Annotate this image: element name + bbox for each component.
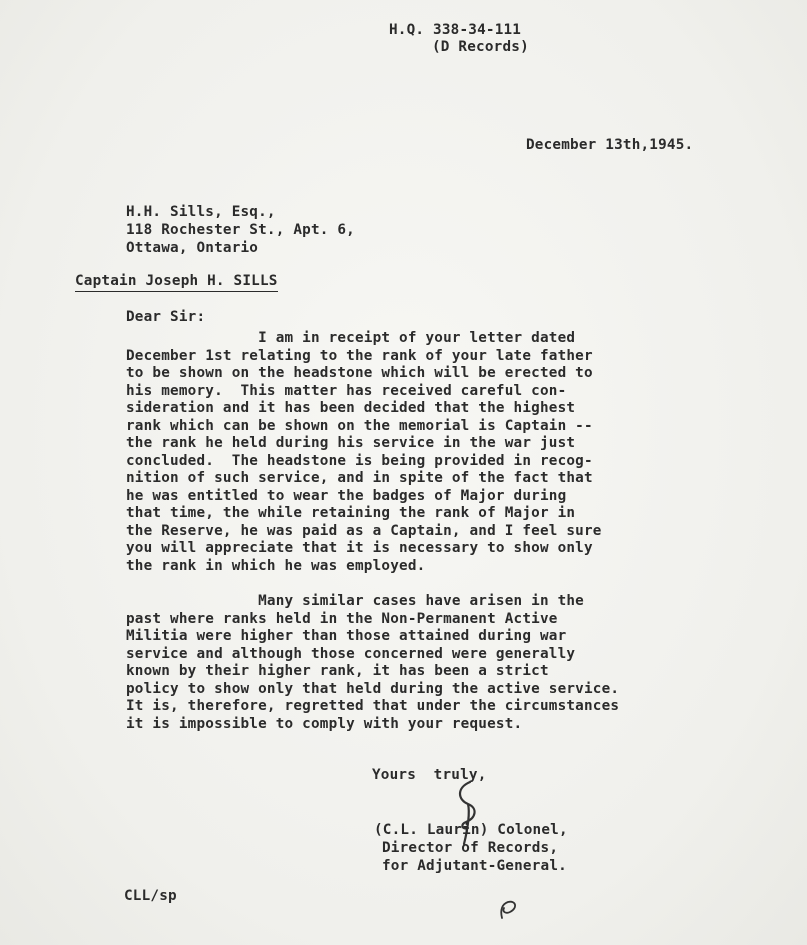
body-paragraph-2 [126,593,726,733]
body-line: that time, the while retaining the rank of Major in [126,505,576,521]
body-line: I am in receipt of your letter dated [126,330,576,346]
letter-date: December 13th,1945. [526,137,694,153]
body-line: known by their higher rank, it has been a strict [126,663,549,679]
signatory-title: Director of Records, [382,840,559,856]
addressee-name: H.H. Sills, Esq., [126,204,276,220]
addressee-street: 118 Rochester St., Apt. 6, [126,222,355,238]
body-paragraph-1 [126,330,726,575]
body-line: sideration and it has been decided that the highest [126,400,576,416]
body-line: policy to show only that held during the active service. [126,680,620,697]
body-line: It is, therefore, regretted that under the circumstances [126,698,620,714]
signatory-name: (C.L. Laurin) Colonel, [374,822,568,838]
salutation: Dear Sir: [126,309,206,325]
body-line: concluded. The headstone is being provided in recog- [126,452,593,469]
body-line: Militia were higher than those attained during war [126,628,567,644]
records-reference: (D Records) [432,39,529,55]
body-line: service and although those concerned were generally [126,645,576,662]
body-line: the Reserve, he was paid as a Captain, and I feel sure [126,522,602,539]
body-line: the rank he held during his service in the war just [126,435,576,451]
handwritten-mark [494,898,524,922]
body-line: nition of such service, and in spite of the fact that [126,470,593,486]
subject-line: Captain Joseph H. SILLS [75,273,278,292]
body-line: past where ranks held in the Non-Permanent Active [126,610,558,627]
body-line: the rank in which he was employed. [126,557,426,574]
signatory-on-behalf: for Adjutant-General. [382,858,567,874]
closing: Yours truly, [372,767,487,783]
body-line: to be shown on the headstone which will be erected to [126,365,593,381]
body-line: rank which can be shown on the memorial is Captain -- [126,417,593,434]
body-line: it is impossible to comply with your request. [126,715,523,732]
body-line: he was entitled to wear the badges of Major during [126,487,567,504]
signature-block [374,821,568,875]
body-line: December 1st relating to the rank of your late father [126,347,593,364]
file-reference: H.Q. 338-34-111 [389,22,522,38]
typist-initials: CLL/sp [124,888,177,904]
addressee-city: Ottawa, Ontario [126,240,259,256]
body-line: you will appreciate that it is necessary to show only [126,540,593,556]
body-line: his memory. This matter has received careful con- [126,382,567,399]
body-line: Many similar cases have arisen in the [126,593,584,609]
